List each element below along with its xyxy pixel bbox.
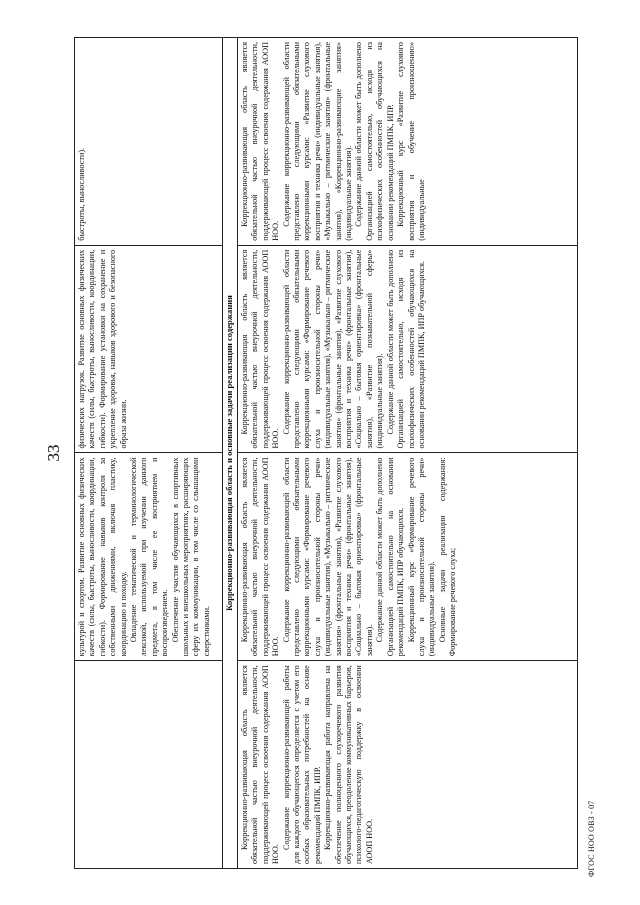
paragraph: культурой и спортом. Развитие основных физических качеств (силы, быстроты, выносливости, координации, гибкости). Формирование навыков контроля за собственными движениями, включая пластику, координацию и походку. bbox=[77, 457, 128, 656]
top-col1-cell bbox=[75, 660, 223, 868]
paragraph: Содержание данной области может быть дополнено Организацией самостоятельно, исходя из психофизических особенностей обучающихся на основании рекомендаций ПМПК, ИПР. bbox=[354, 41, 395, 241]
table-row-top bbox=[75, 37, 223, 868]
paragraph: Содержание коррекционно-развивающей области представлено следующими обязательными коррекционными курсами: «Формирование речевого слуха и произносительной стороны речи» (индивидуальные занятия), «Музыкально – ритмические занятия» (фронтальные занятия), «Развитие слухового восприятия и техника речи» (фронтальные занятия), «Социально – бытовая ориентировка» (фронтальные занятия). bbox=[281, 457, 374, 656]
top-col2-cell bbox=[75, 453, 223, 661]
standards-table bbox=[74, 37, 578, 869]
paragraph: Коррекционно-развивающая область является обязательной частью внеурочной деятельности, поддерживающей процесс освоения содержания АООП НОО. bbox=[240, 249, 281, 448]
bottom-col4-cell bbox=[238, 37, 578, 245]
bottom-col2-cell bbox=[238, 453, 578, 661]
paragraph: Коррекционно-развивающая область является обязательной частью внеурочной деятельности, поддерживающей процесс освоения содержания АООП НОО. bbox=[240, 457, 281, 656]
paragraph: Коррекционный курс «Развитие слухового восприятия и обучение произношению» (индивидуальные bbox=[396, 41, 426, 241]
paragraph: физических нагрузок. Развитие основных физических качеств (силы, быстроты, выносливости, координации, гибкости). Формирование установки на сохранение и укрепление здоровья, навыков здорового и безопасного образа жизни. bbox=[77, 249, 128, 448]
paragraph: Коррекционный курс «Формирование речевого слуха и произносительной стороны речи» (индивидуальные занятия). bbox=[406, 457, 437, 656]
paragraph: Коррекционно-развивающая область является обязательной частью внеурочной деятельности, поддерживающей процесс освоения содержания АООП НОО. bbox=[240, 664, 281, 864]
footer-code: ФГОС НОО ОВЗ - 07 bbox=[587, 800, 596, 877]
paragraph: Овладение тематической и терминологической лексикой, используемой при изучении данного предмета, в том числе ее восприятием и воспроизведением. bbox=[129, 457, 170, 656]
paragraph: Содержание данной области может быть дополнено Организацией самостоятельно, исходя из психофизических особенностей обучающихся на основании рекомендаций ПМПК, ИПР обучающихся. bbox=[385, 249, 426, 448]
rotated-page bbox=[40, 23, 600, 883]
paragraph: Коррекционно-развивающая работа направлена на обеспечение полноценного слухоречевого развития обучающихся, преодоление коммуникативных барьеров, психолого-педагогическую поддержку в освоении АООП НОО. bbox=[323, 664, 374, 864]
table-row-bottom bbox=[238, 37, 578, 868]
paragraph: Содержание коррекционно-развивающей области представлено следующими обязательными коррекционными курсами: «Развитие слухового восприятия и техника речи» (индивидуальные занятия), «Музыкально – ритмические занятия» (фронтальные занятия), «Коррекционно-развивающие занятия» (индивидуальные занятия). bbox=[281, 41, 354, 241]
paragraph: быстроты, выносливости). bbox=[77, 147, 86, 241]
paragraph: Содержание коррекционно-развивающей области представлено следующими обязательными коррекционными курсами: «Формирование речевого слуха и произносительной стороны речи» (индивидуальные занятия), «Музыкально – ритмические занятия» (фронтальные занятия), «Развитие слухового восприятия и техника речи» (фронтальные занятия), «Социально – бытовая ориентировка» (фронтальные занятия), «Развитие познавательной сферы» (индивидуальные занятия). bbox=[281, 249, 385, 448]
page-number: 33 bbox=[44, 444, 63, 461]
paragraph: Основные задачи реализации содержания: Формирование речевого слуха; bbox=[437, 457, 458, 656]
paragraph: Содержание коррекционно-развивающей работы для каждого обучающегося определяется с учетом его особых образовательных потребностей на основе рекомендаций ПМПК, ИПР. bbox=[281, 664, 322, 864]
top-col3-cell bbox=[75, 245, 223, 453]
bottom-col3-cell bbox=[238, 245, 578, 453]
paragraph: Содержание данной области может быть дополнено Организацией самостоятельно на основании рекомендаций ПМПК, ИПР обучающихся. bbox=[375, 457, 406, 656]
section-title: Коррекционно-развивающая область и основные задачи реализации содержания bbox=[223, 37, 238, 868]
top-col4-cell bbox=[75, 37, 223, 245]
paragraph: Обеспечение участия обучающихся в спортивных школьных и внешкольных мероприятиях, расширяющих сферу их коммуникации, в том числе со слышащими сверстниками. bbox=[170, 457, 211, 656]
section-banner-row bbox=[223, 37, 238, 868]
paragraph: Коррекционно-развивающая область является обязательной частью внеурочной деятельности, поддерживающей процесс освоения содержания АООП НОО. bbox=[240, 41, 281, 241]
bottom-col1-cell bbox=[238, 660, 578, 868]
